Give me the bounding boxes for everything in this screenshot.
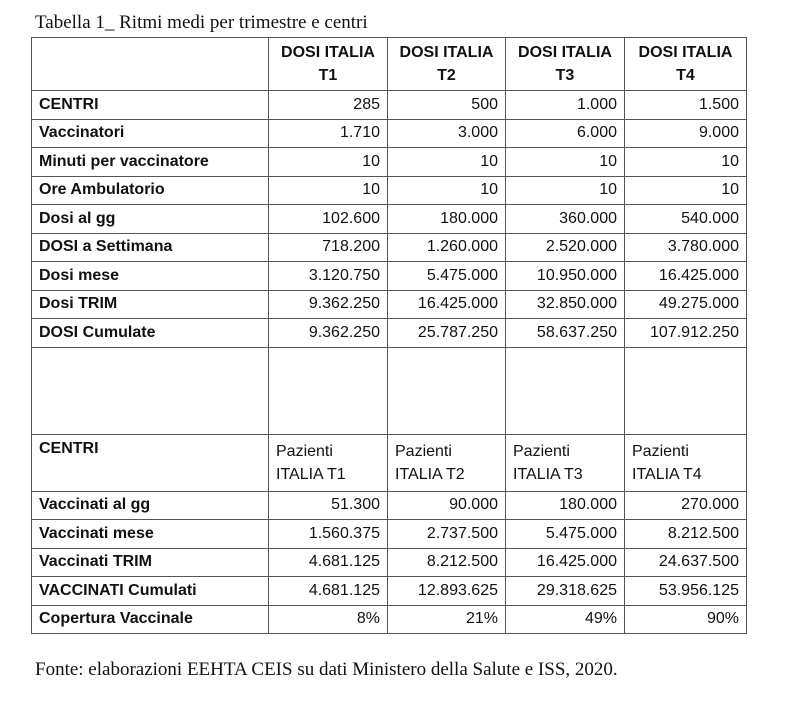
value-cell: 10 <box>388 148 506 177</box>
value-cell: 8% <box>269 605 388 634</box>
table-row <box>32 262 747 291</box>
value-cell: 10 <box>625 176 747 205</box>
table-row <box>32 148 747 177</box>
value-cell: 270.000 <box>625 491 747 520</box>
table-row <box>32 491 747 520</box>
value-cell: 25.787.250 <box>388 319 506 348</box>
value-cell: 1.000 <box>506 91 625 120</box>
column-header: Pazienti ITALIA T1 <box>269 434 388 491</box>
row-label: Dosi al gg <box>32 205 269 234</box>
value-cell: 32.850.000 <box>506 290 625 319</box>
value-cell: 90% <box>625 605 747 634</box>
blank-cell <box>32 347 269 434</box>
column-header: DOSI ITALIA T3 <box>506 38 625 91</box>
value-cell: 16.425.000 <box>506 548 625 577</box>
table-row <box>32 548 747 577</box>
doses-section <box>32 38 747 91</box>
column-header: Pazienti ITALIA T3 <box>506 434 625 491</box>
table-row <box>32 319 747 348</box>
row-label: Vaccinati TRIM <box>32 548 269 577</box>
blank-row <box>32 347 747 434</box>
value-cell: 10.950.000 <box>506 262 625 291</box>
value-cell: 21% <box>388 605 506 634</box>
table-row <box>32 91 747 120</box>
header-corner-cell <box>32 38 269 91</box>
value-cell: 180.000 <box>506 491 625 520</box>
column-header: DOSI ITALIA T2 <box>388 38 506 91</box>
value-cell: 4.681.125 <box>269 548 388 577</box>
doses-header-row <box>32 38 747 91</box>
row-label: VACCINATI Cumulati <box>32 577 269 606</box>
value-cell: 180.000 <box>388 205 506 234</box>
blank-cell <box>269 347 388 434</box>
value-cell: 10 <box>506 148 625 177</box>
value-cell: 12.893.625 <box>388 577 506 606</box>
value-cell: 53.956.125 <box>625 577 747 606</box>
row-label: Copertura Vaccinale <box>32 605 269 634</box>
value-cell: 107.912.250 <box>625 319 747 348</box>
value-cell: 6.000 <box>506 119 625 148</box>
table-row <box>32 520 747 549</box>
value-cell: 51.300 <box>269 491 388 520</box>
table-caption: Tabella 1_ Ritmi medi per trimestre e centri <box>35 12 368 33</box>
value-cell: 2.737.500 <box>388 520 506 549</box>
value-cell: 718.200 <box>269 233 388 262</box>
row-label: DOSI Cumulate <box>32 319 269 348</box>
column-header: Pazienti ITALIA T4 <box>625 434 747 491</box>
source-note: Fonte: elaborazioni EEHTA CEIS su dati Ministero della Salute e ISS, 2020. <box>35 659 618 680</box>
blank-cell <box>625 347 747 434</box>
value-cell: 360.000 <box>506 205 625 234</box>
value-cell: 4.681.125 <box>269 577 388 606</box>
value-cell: 1.260.000 <box>388 233 506 262</box>
value-cell: 1.500 <box>625 91 747 120</box>
value-cell: 16.425.000 <box>388 290 506 319</box>
row-label: Minuti per vaccinatore <box>32 148 269 177</box>
value-cell: 9.362.250 <box>269 290 388 319</box>
row-label: Vaccinati al gg <box>32 491 269 520</box>
value-cell: 5.475.000 <box>388 262 506 291</box>
value-cell: 10 <box>269 148 388 177</box>
column-header: DOSI ITALIA T1 <box>269 38 388 91</box>
value-cell: 49% <box>506 605 625 634</box>
value-cell: 10 <box>269 176 388 205</box>
table-row <box>32 205 747 234</box>
row-label: Dosi TRIM <box>32 290 269 319</box>
value-cell: 9.362.250 <box>269 319 388 348</box>
row-label: Vaccinati mese <box>32 520 269 549</box>
table-row <box>32 119 747 148</box>
column-header: Pazienti ITALIA T2 <box>388 434 506 491</box>
value-cell: 2.520.000 <box>506 233 625 262</box>
value-cell: 285 <box>269 91 388 120</box>
row-label: Vaccinatori <box>32 119 269 148</box>
value-cell: 5.475.000 <box>506 520 625 549</box>
value-cell: 102.600 <box>269 205 388 234</box>
row-label: CENTRI <box>32 434 269 491</box>
row-label: CENTRI <box>32 91 269 120</box>
value-cell: 1.560.375 <box>269 520 388 549</box>
value-cell: 8.212.500 <box>388 548 506 577</box>
row-label: Ore Ambulatorio <box>32 176 269 205</box>
table-row <box>32 290 747 319</box>
blank-cell <box>506 347 625 434</box>
value-cell: 3.780.000 <box>625 233 747 262</box>
table-row <box>32 176 747 205</box>
value-cell: 16.425.000 <box>625 262 747 291</box>
value-cell: 500 <box>388 91 506 120</box>
blank-cell <box>388 347 506 434</box>
row-label: Dosi mese <box>32 262 269 291</box>
value-cell: 3.120.750 <box>269 262 388 291</box>
patients-rows <box>32 491 747 634</box>
value-cell: 8.212.500 <box>625 520 747 549</box>
vaccination-rhythm-table <box>31 37 747 634</box>
table-row <box>32 233 747 262</box>
value-cell: 540.000 <box>625 205 747 234</box>
value-cell: 1.710 <box>269 119 388 148</box>
value-cell: 9.000 <box>625 119 747 148</box>
column-header: DOSI ITALIA T4 <box>625 38 747 91</box>
value-cell: 3.000 <box>388 119 506 148</box>
value-cell: 49.275.000 <box>625 290 747 319</box>
value-cell: 10 <box>388 176 506 205</box>
value-cell: 90.000 <box>388 491 506 520</box>
table-row <box>32 605 747 634</box>
value-cell: 24.637.500 <box>625 548 747 577</box>
patients-section <box>32 434 747 491</box>
value-cell: 10 <box>625 148 747 177</box>
table-row <box>32 577 747 606</box>
row-label: DOSI a Settimana <box>32 233 269 262</box>
value-cell: 58.637.250 <box>506 319 625 348</box>
doses-rows <box>32 91 747 348</box>
spacer-section <box>32 347 747 434</box>
value-cell: 10 <box>506 176 625 205</box>
value-cell: 29.318.625 <box>506 577 625 606</box>
patients-header-row <box>32 434 747 491</box>
